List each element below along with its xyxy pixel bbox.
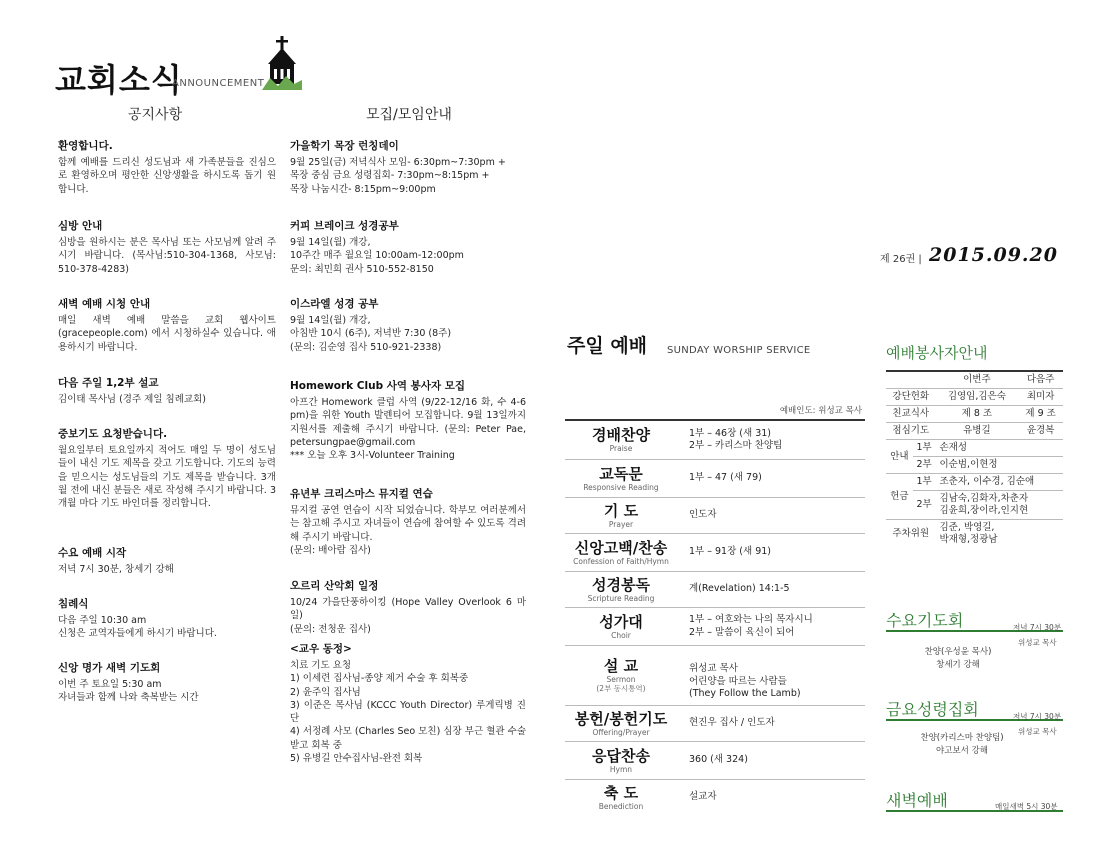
usher-second: 이순범,이현정 [936,457,1064,474]
offering-first: 조춘자, 이수경, 김순애 [936,474,1064,491]
bulletin-title: 교회소식 [55,61,183,99]
notice-text: 다음 주일 10:30 am 신청은 교역자들에게 하시기 바랍니다. [58,615,217,640]
order-english: Offering/Prayer [592,727,650,737]
recruit-member-news [290,641,526,765]
recruit-musical [290,486,526,557]
order-row [565,645,865,705]
recruit-text: 아프간 Homework 클럽 사역 (9/22-12/16 화, 수 4-6 pm)을 위한 Youth 발렌티어 모집합니다. 9월 13일까지 지원서를 제출해 주시기 바랍니다. (문의: Peter Pae, petersungpae@gmail.com *** 오늘 오후 3시-Volunteer Training [290,397,526,462]
recruit-title: 이스라엘 성경 공부 [290,298,379,310]
order-detail: 인도자 [689,509,717,521]
notice-text: 매일 새벽 예배 말씀을 교회 웹사이트 (gracepeople.com) 에서 시청하실수 있습니다. 애용하시기 바랍니다. [58,315,276,353]
notice-visitation [58,218,276,276]
recruit-text: 치료 기도 요청 1) 이세련 집사님-종양 제거 수술 후 회복중 2) 윤주익 집사님 3) 이준은 목사님 (KCCC Youth Director) 루게릭병 진단 4) 서정례 사모 (Charles Seo 모친) 심장 부근 혈관 수술받고 회복 중 5) 유병길 안수집사님-완전 회복 [290,660,526,765]
recruit-hiking [290,578,526,636]
order-name: 성가대 [599,612,643,631]
notice-title: 중보기도 요청받습니다. [58,428,168,440]
table-row [886,423,1063,440]
dawn-title: 새벽예배 [886,791,948,810]
notice-dawn-video [58,296,276,354]
role-cell: 점심기도 [886,423,936,440]
notice-text: 이번 주 토요일 5:30 am 자녀들과 함께 나와 축복받는 시간 [58,679,199,704]
table-row [886,457,1063,474]
table-header-row [886,371,1063,389]
notice-text: 월요일부터 토요일까지 적어도 매일 두 명이 성도님들이 내신 기도 제목을 갖고 기도합니다. 기도의 능력을 믿으시는 성도님들의 기도 제목을 받습니다. 3개월 전에 내신 분들은 새로 작성해 주시기 바랍니다. 3개월 마다 기도 바인더를 정리합니다. [58,445,276,510]
order-detail: 1부 – 91장 (새 91) [689,546,771,558]
recruit-title: 유년부 크리스마스 뮤지컬 연습 [290,488,433,500]
order-detail: 현진우 집사 / 인도자 [689,717,775,729]
order-name: 성경봉독 [592,575,650,594]
table-row [886,474,1063,491]
recruit-homework-club [290,378,526,462]
bulletin-subtitle: ANNOUNCEMENT [172,78,265,89]
notice-title: 신앙 명가 새벽 기도회 [58,662,161,674]
order-name: 신앙고백/찬송 [574,538,668,557]
order-english: Confession of Faith/Hymn [573,556,669,566]
usher-first: 손재성 [936,440,1064,457]
parking-names: 김준, 박영길, 박재형,정광남 [936,520,1064,549]
issue-volume: 제 26권 | [880,254,922,265]
notice-title: 환영합니다. [58,140,113,152]
recruit-text: 10/24 가을단풍하이킹 (Hope Valley Overlook 6 마일) (문의: 전청운 집사) [290,597,526,635]
sermon-detail: 위성교 목사 어린양을 따르는 사람들 (They Follow the Lamb) [689,663,801,699]
recruit-text: 9월 25일(금) 저녁식사 모임- 6:30pm~7:30pm + 목장 중심 금요 성령집회- 7:30pm~8:15pm + 목장 나눔시간- 8:15pm~9:00pm [290,157,506,195]
church-icon [262,36,302,90]
order-row [565,533,865,571]
recruit-fall-launch [290,138,526,196]
order-english: Choir [611,630,631,640]
worship-order [565,419,865,815]
recruit-israel-study [290,296,526,354]
notices-heading: 공지사항 [128,107,183,123]
friday-title: 금요성령집회 [886,700,979,719]
notice-baptism [58,596,276,641]
order-name: 응답찬송 [592,746,650,765]
order-detail: 1부 – 47 (새 79) [689,472,762,484]
this-cell: 제 8 조 [936,406,1019,423]
order-english: Prayer [608,519,634,529]
table-row [886,491,1063,520]
issue-date: 2015.09.20 [929,244,1058,266]
col-this-week: 이번주 [936,371,1019,389]
order-name: 기 도 [603,501,639,520]
worship-title: 주일 예배 [567,335,648,357]
order-row [565,571,865,607]
worship-leader: 예배인도: 위성교 목사 [779,406,862,416]
dawn-time: 매일새벽 5시 30분 [995,802,1058,811]
order-row [565,741,865,779]
order-english: Sermon (2부 동시통역) [596,675,646,693]
service-label: 1부 [913,440,936,457]
order-row [565,607,865,645]
notice-text: 저녁 7시 30분, 창세기 강해 [58,564,174,575]
volunteers-title: 예배봉사자안내 [886,344,988,362]
order-english: Praise [609,444,633,453]
recruit-title: Homework Club 사역 봉사자 모집 [290,380,466,392]
next-cell: 제 9 조 [1018,406,1063,423]
order-row [565,459,865,497]
recruit-title: 오르리 산악회 일정 [290,580,379,592]
wednesday-speaker: 위성교 목사 [1018,638,1057,647]
recruit-title: 가을학기 목장 런칭데이 [290,140,399,152]
next-cell: 윤경복 [1018,423,1063,440]
notice-text: 심방을 원하시는 분은 목사님 또는 사모님께 알려 주시기 바랍니다. (목사님:510-304-1368, 사모님: 510-378-4283) [58,237,276,275]
notice-title: 다음 주일 1,2부 설교 [58,377,159,389]
notice-next-sermon [58,375,276,406]
recruit-text: 9월 14일(월) 개강, 아침반 10시 (6주), 저녁반 7:30 (8주) (문의: 김순영 집사 510-921-2338) [290,315,452,353]
role-cell: 친교식사 [886,406,936,423]
order-detail: 설교자 [689,791,717,803]
order-detail: 1부 – 여호와는 나의 목자시니 2부 – 말씀이 육신이 되어 [689,614,813,638]
next-cell: 최미자 [1018,389,1063,406]
col-next-week: 다음주 [1018,371,1063,389]
parking-label: 주차위원 [886,520,936,549]
service-label: 2부 [913,457,936,474]
notice-text: 김이태 목사님 (경주 제일 침례교회) [58,394,206,405]
offering-label: 헌금 [886,474,913,520]
order-name: 경배찬양 [592,426,650,444]
notice-text: 함께 예배를 드리신 성도님과 새 가족분들을 진심으로 환영하오며 평안한 신앙생활을 하시도록 돕기 원합니다. [58,157,276,195]
order-name: 봉헌/봉헌기도 [574,709,668,728]
order-detail: 360 (새 324) [689,754,748,766]
recruit-title: <교우 동정> [290,643,352,655]
friday-content: 찬양(카리스마 찬양팀) 야고보서 강해 [920,733,1004,756]
notice-intercession [58,426,276,510]
role-cell: 강단헌화 [886,389,936,406]
recruit-text: 9월 14일(월) 개강, 10주간 매주 월요일 10:00am-12:00pm 문의: 최민희 권사 510-552-8150 [290,237,464,275]
offering-second: 김남숙,김화자,차춘자 김윤희,장이라,인지현 [936,491,1064,520]
notice-title: 심방 안내 [58,220,103,232]
order-detail [677,651,865,701]
this-cell: 김영임,김은숙 [936,389,1019,406]
service-label: 2부 [913,491,936,520]
notice-title: 침례식 [58,598,89,610]
friday-speaker: 위성교 목사 [1018,727,1057,736]
order-english: Benediction [598,801,644,811]
notice-family-dawn [58,660,276,705]
table-row [886,440,1063,457]
notice-welcome [58,138,276,196]
friday-time: 저녁 7시 30분 [1013,712,1062,721]
order-name: 설 교 [603,657,639,675]
order-row [565,705,865,741]
order-row [565,779,865,815]
recruit-text: 뮤지컬 공연 연습이 시작 되었습니다. 학부모 여러분께서는 참고해 주시고 자녀들이 연습에 참여할 수 있도록 격려해 주시기 바랍니다. (문의: 배아람 집사) [290,505,526,556]
recruit-coffee-break [290,218,526,276]
order-row [565,419,865,459]
order-name: 축 도 [603,783,639,802]
worship-subtitle: SUNDAY WORSHIP SERVICE [667,345,811,356]
table-row [886,406,1063,423]
recruit-heading: 모집/모임안내 [366,107,452,123]
table-row [886,520,1063,549]
volunteers-table [886,370,1063,548]
order-detail: 계(Revelation) 14:1-5 [689,583,790,595]
order-row [565,497,865,533]
order-english: Responsive Reading [583,482,659,492]
order-english: Hymn [609,764,633,774]
table-row [886,389,1063,406]
recruit-title: 커피 브레이크 성경공부 [290,220,399,232]
this-cell: 유병길 [936,423,1019,440]
wednesday-content: 찬양(우성윤 목사) 창세기 강해 [924,647,992,670]
order-name: 교독문 [599,464,643,483]
order-detail: 1부 – 46장 (새 31) 2부 – 카리스마 찬양팀 [689,427,783,451]
service-label: 1부 [913,474,936,491]
wednesday-title: 수요기도회 [886,611,964,630]
order-english: Scripture Reading [587,593,655,603]
usher-label: 안내 [886,440,913,474]
wednesday-time: 저녁 7시 30분 [1013,623,1062,632]
notice-title: 수요 예배 시작 [58,547,127,559]
notice-title: 새벽 예배 시청 안내 [58,298,151,310]
notice-wednesday [58,545,276,576]
